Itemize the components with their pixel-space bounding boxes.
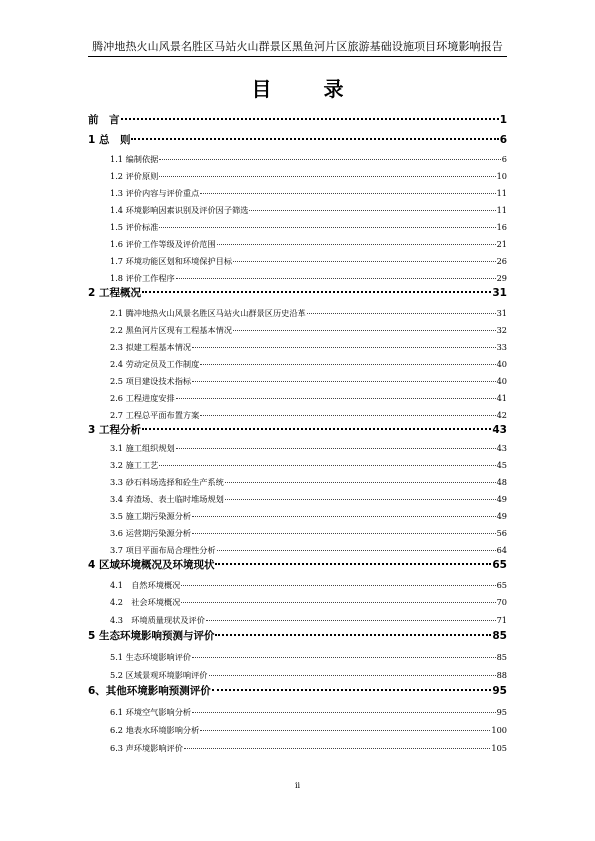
toc-leader-dots [233,330,496,331]
toc-entry-label: 4.3 环境质量现状及评价 [110,615,205,625]
toc-entry-page: 48 [496,477,507,487]
toc-entry-page: 11 [496,205,507,215]
toc-entry-label: 6、其他环境影响预测评价 [88,685,211,697]
toc-section-entry[interactable] [88,511,507,523]
toc-leader-dots [192,516,495,517]
toc-leader-dots [192,533,495,534]
toc-entry-label: 4.1 自然环境概况 [110,580,181,590]
toc-section-entry[interactable] [88,325,507,337]
toc-section-entry[interactable] [88,580,507,592]
toc-section-entry[interactable] [88,725,507,737]
toc-leader-dots [176,278,496,279]
toc-entry-label: 1.4 环境影响因素识别及评价因子筛选 [110,205,249,215]
toc-entry-page: 6 [499,134,507,146]
toc-section-entry[interactable] [88,494,507,506]
toc-leader-dots [200,730,490,731]
toc-entry-label: 3.4 弃渣场、表土临时堆场规划 [110,494,224,504]
toc-entry-label: 4 区域环境概况及环境现状 [88,559,215,571]
toc-entry-page: 42 [496,410,507,420]
toc-entry-page: 65 [492,559,507,571]
toc-entry-page: 16 [496,222,507,232]
toc-entry-page: 1 [499,114,507,126]
toc-leader-dots [249,210,495,211]
toc-section-entry[interactable] [88,154,507,166]
toc-entry-page: 100 [491,725,507,735]
toc-entry-label: 4.2 社会环境概况 [110,597,181,607]
toc-section-entry[interactable] [88,528,507,540]
toc-entry-page: 32 [496,325,507,335]
toc-entry-label: 2.6 工程进度安排 [110,393,175,403]
toc-section-entry[interactable] [88,743,507,755]
toc-chapter-entry[interactable] [88,112,507,128]
toc-entry-page: 71 [496,615,507,625]
toc-entry-page: 85 [492,630,507,642]
toc-entry-page: 40 [496,376,507,386]
toc-leader-dots [233,261,496,262]
toc-leader-dots [209,675,496,676]
toc-entry-label: 2.2 黑鱼河片区现有工程基本情况 [110,325,233,335]
toc-section-entry[interactable] [88,460,507,472]
toc-leader-dots [121,118,499,120]
toc-section-entry[interactable] [88,545,507,557]
running-header: 腾冲地热火山风景名胜区马站火山群景区黑鱼河片区旅游基础设施项目环境影响报告 [92,40,503,53]
toc-leader-dots [225,499,496,500]
toc-section-entry[interactable] [88,342,507,354]
toc-entry-label: 6.2 地表水环境影响分析 [110,725,200,735]
toc-chapter-entry[interactable] [88,285,507,301]
toc-entry-page: 26 [496,256,507,266]
toc-section-entry[interactable] [88,652,507,664]
toc-leader-dots [192,657,495,658]
header-rule [88,56,507,57]
toc-section-entry[interactable] [88,597,507,609]
toc-entry-page: 41 [496,393,507,403]
toc-chapter-entry[interactable] [88,683,507,699]
toc-chapter-entry[interactable] [88,557,507,573]
toc-section-entry[interactable] [88,670,507,682]
toc-entry-label: 1.2 评价原则 [110,171,159,181]
toc-entry-label: 2.1 腾冲地热火山风景名胜区马站火山群景区历史沿革 [110,308,306,318]
toc-entry-label: 3.1 施工组织规划 [110,443,175,453]
toc-leader-dots [192,347,495,348]
toc-section-entry[interactable] [88,239,507,251]
toc-title [0,77,595,101]
toc-entry-page: 31 [492,287,507,299]
toc-section-entry[interactable] [88,615,507,627]
toc-entry-label: 1.6 评价工作等级及评价范围 [110,239,216,249]
toc-entry-label: 1 总 则 [88,134,131,146]
toc-section-entry[interactable] [88,308,507,320]
toc-section-entry[interactable] [88,393,507,405]
toc-entry-label: 2.4 劳动定员及工作制度 [110,359,200,369]
toc-leader-dots [142,428,491,430]
toc-entry-page: 95 [496,707,507,717]
toc-leader-dots [200,193,495,194]
toc-leader-dots [181,585,495,586]
toc-entry-label: 5.2 区域景观环境影响评价 [110,670,208,680]
toc-entry-label: 1.7 环境功能区划和环境保护目标 [110,256,233,266]
toc-entry-label: 1.3 评价内容与评价重点 [110,188,200,198]
toc-entry-page: 56 [496,528,507,538]
toc-entry-label: 2 工程概况 [88,287,141,299]
toc-entry-label: 3.7 项目平面布局合理性分析 [110,545,216,555]
toc-leader-dots [192,712,495,713]
toc-entry-page: 65 [496,580,507,590]
toc-entry-label: 2.5 项目建设技术指标 [110,376,192,386]
toc-leader-dots [176,398,496,399]
toc-leader-dots [215,634,491,636]
toc-entry-page: 45 [496,460,507,470]
toc-entry-page: 40 [496,359,507,369]
toc-section-entry[interactable] [88,376,507,388]
toc-section-entry[interactable] [88,256,507,268]
toc-section-entry[interactable] [88,443,507,455]
toc-leader-dots [131,138,498,140]
toc-entry-page: 49 [496,511,507,521]
toc-entry-page: 85 [496,652,507,662]
toc-entry-page: 88 [496,670,507,680]
toc-entry-page: 10 [496,171,507,181]
toc-entry-page: 11 [496,188,507,198]
toc-chapter-entry[interactable] [88,132,507,148]
toc-leader-dots [184,748,490,749]
toc-entry-label: 3 工程分析 [88,424,141,436]
toc-leader-dots [215,563,491,565]
toc-leader-dots [200,364,495,365]
toc-leader-dots [176,448,496,449]
toc-entry-page: 43 [496,443,507,453]
toc-leader-dots [307,313,496,314]
toc-entry-label: 3.3 砂石料场选择和砼生产系统 [110,477,224,487]
toc-entry-page: 29 [496,273,507,283]
toc-section-entry[interactable] [88,273,507,285]
toc-leader-dots [217,550,496,551]
toc-entry-label: 1.1 编制依据 [110,154,159,164]
page-number: ii [294,781,301,790]
toc-entry-label: 3.2 施工工艺 [110,460,159,470]
toc-entry-page: 95 [492,685,507,697]
toc-title-char-2: 录 [323,77,344,101]
toc-leader-dots [225,482,496,483]
toc-leader-dots [159,227,495,228]
toc-section-entry[interactable] [88,205,507,217]
toc-entry-page: 33 [496,342,507,352]
toc-entry-label: 1.5 评价标准 [110,222,159,232]
toc-leader-dots [192,381,495,382]
toc-section-entry[interactable] [88,410,507,422]
toc-entry-page: 105 [491,743,507,753]
toc-title-char-1: 目 [251,77,272,101]
toc-leader-dots [142,291,491,293]
toc-leader-dots [159,465,495,466]
toc-entry-label: 1.8 评价工作程序 [110,273,175,283]
toc-entry-page: 6 [501,154,507,164]
toc-leader-dots [200,415,495,416]
toc-leader-dots [181,602,495,603]
toc-section-entry[interactable] [88,359,507,371]
toc-leader-dots [159,159,500,160]
toc-entry-label: 2.7 工程总平面布置方案 [110,410,200,420]
toc-leader-dots [212,689,492,691]
toc-section-entry[interactable] [88,477,507,489]
toc-entry-label: 5.1 生态环境影响评价 [110,652,192,662]
toc-leader-dots [217,244,496,245]
toc-section-entry[interactable] [88,188,507,200]
toc-section-entry[interactable] [88,171,507,183]
toc-entry-label: 6.3 声环境影响评价 [110,743,183,753]
toc-entry-label: 前 言 [88,114,120,126]
toc-entry-page: 49 [496,494,507,504]
toc-entry-label: 3.5 施工期污染源分析 [110,511,192,521]
toc-entry-label: 5 生态环境影响预测与评价 [88,630,215,642]
toc-entry-page: 31 [496,308,507,318]
toc-chapter-entry[interactable] [88,628,507,644]
toc-leader-dots [206,620,496,621]
toc-entry-label: 2.3 拟建工程基本情况 [110,342,192,352]
toc-chapter-entry[interactable] [88,422,507,438]
toc-entry-page: 70 [496,597,507,607]
toc-entry-page: 21 [496,239,507,249]
toc-entry-label: 6.1 环境空气影响分析 [110,707,192,717]
toc-entry-page: 64 [496,545,507,555]
toc-entry-label: 3.6 运营期污染源分析 [110,528,192,538]
toc-section-entry[interactable] [88,707,507,719]
toc-leader-dots [159,176,495,177]
toc-entry-page: 43 [492,424,507,436]
toc-section-entry[interactable] [88,222,507,234]
